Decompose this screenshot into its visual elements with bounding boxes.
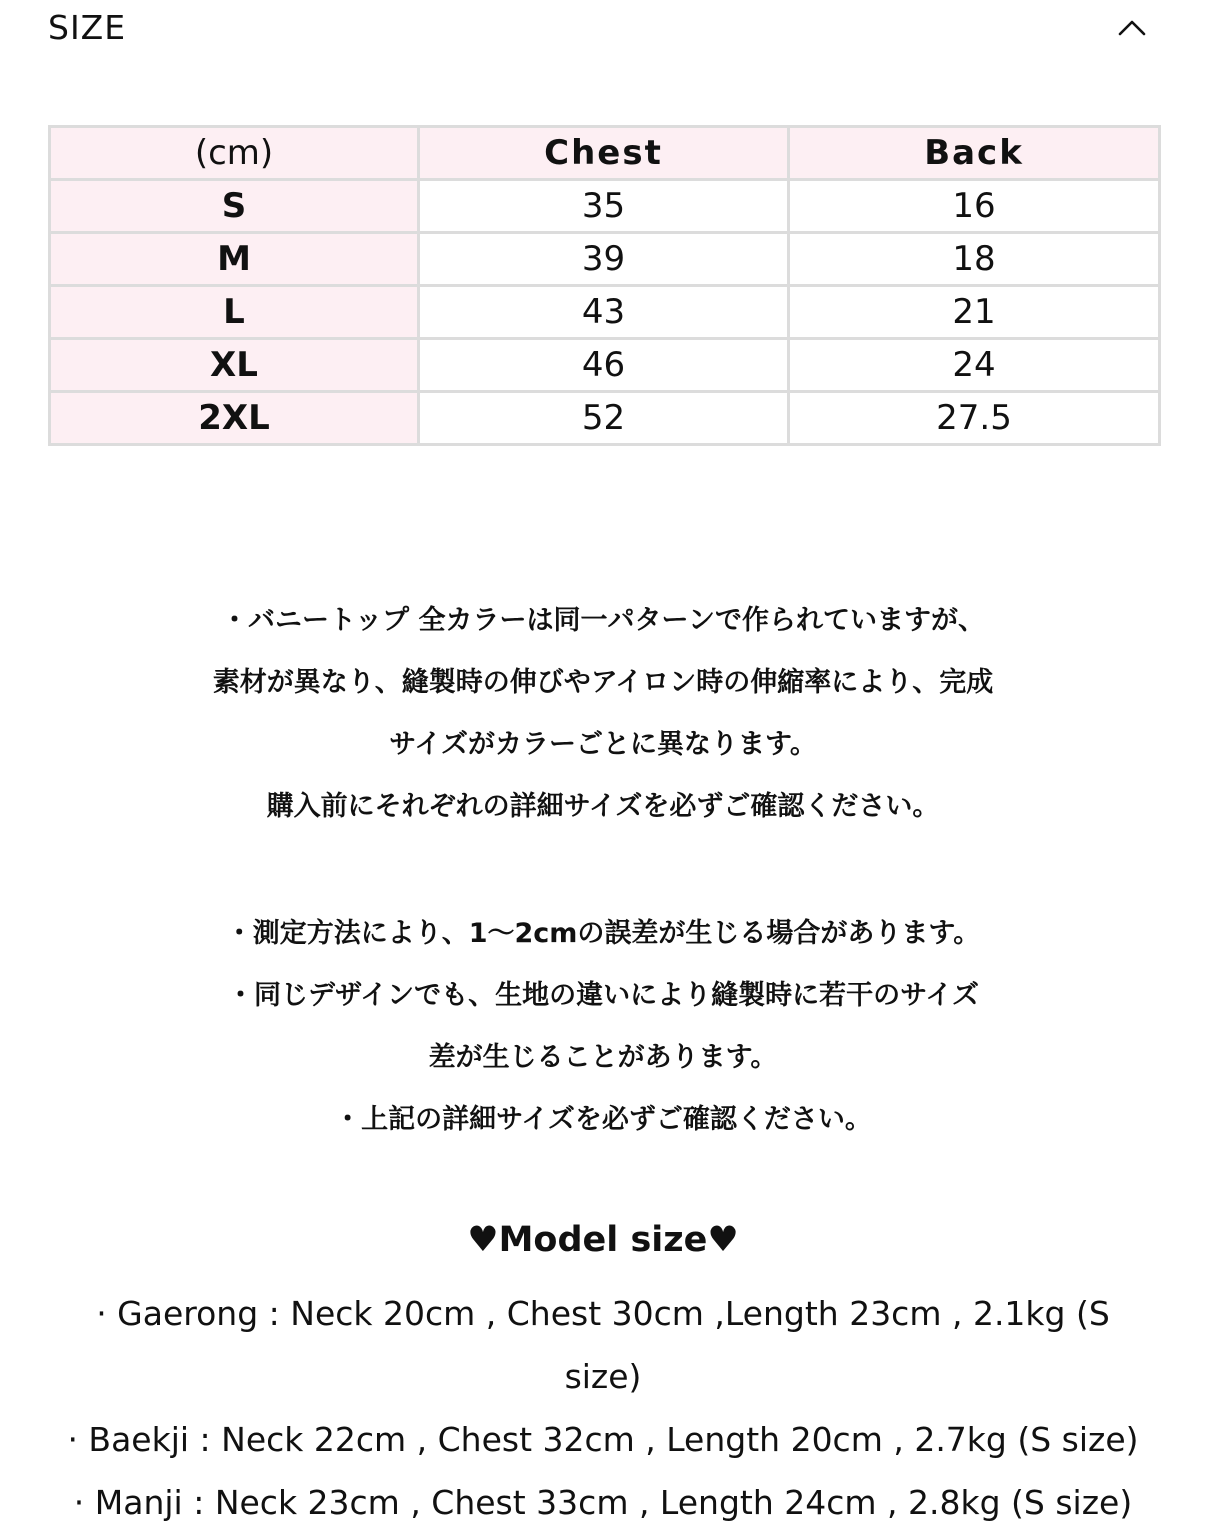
table-row — [50, 180, 1160, 233]
size-label: S — [50, 180, 419, 233]
model-size-list — [0, 1282, 1206, 1534]
table-header-row — [50, 127, 1160, 180]
notice-line: ・バニートップ 全カラーは同一パターンで作られていますが、 — [220, 605, 986, 636]
table-row — [50, 233, 1160, 286]
table-row — [50, 286, 1160, 339]
size-label: M — [50, 233, 419, 286]
chest-value: 52 — [419, 392, 789, 445]
list-item: · Baekji : Neck 22cm , Chest 32cm , Length 20cm , 2.7kg (S size) — [67, 1420, 1139, 1459]
list-item: · Gaerong : Neck 20cm , Chest 30cm ,Length 23cm , 2.1kg (S size) — [96, 1294, 1110, 1396]
back-value: 21 — [789, 286, 1160, 339]
notice-line: ・同じデザインでも、生地の違いにより縫製時に若干のサイズ — [227, 980, 979, 1011]
section-title: SIZE — [48, 8, 127, 47]
size-label: L — [50, 286, 419, 339]
back-value: 27.5 — [789, 392, 1160, 445]
header-unit: (cm) — [50, 127, 419, 180]
chest-value: 35 — [419, 180, 789, 233]
measurement-notice — [0, 903, 1206, 1151]
notice-line: ・測定方法により、1～2cmの誤差が生じる場合があります。 — [225, 918, 981, 949]
size-table — [48, 125, 1161, 446]
notice-line: 素材が異なり、縫製時の伸びやアイロン時の伸縮率により、完成 — [212, 667, 994, 698]
size-label: XL — [50, 339, 419, 392]
back-value: 18 — [789, 233, 1160, 286]
chest-value: 43 — [419, 286, 789, 339]
header-back: Back — [789, 127, 1160, 180]
notice-line: 購入前にそれぞれの詳細サイズを必ずご確認ください。 — [266, 791, 940, 822]
header-chest: Chest — [419, 127, 789, 180]
table-row — [50, 392, 1160, 445]
color-size-notice — [0, 590, 1206, 838]
list-item: · Manji : Neck 23cm , Chest 33cm , Length 24cm , 2.8kg (S size) — [73, 1483, 1133, 1522]
model-size-title: ♥Model size♥ — [467, 1220, 739, 1260]
size-label: 2XL — [50, 392, 419, 445]
size-section-header[interactable] — [0, 0, 1206, 60]
notice-line: サイズがカラーごとに異なります。 — [389, 729, 817, 760]
chest-value: 39 — [419, 233, 789, 286]
table-row — [50, 339, 1160, 392]
chevron-up-icon[interactable] — [1112, 12, 1152, 42]
notice-line: ・上記の詳細サイズを必ずご確認ください。 — [334, 1104, 872, 1135]
chest-value: 46 — [419, 339, 789, 392]
back-value: 24 — [789, 339, 1160, 392]
back-value: 16 — [789, 180, 1160, 233]
notice-line: 差が生じることがあります。 — [428, 1042, 778, 1073]
